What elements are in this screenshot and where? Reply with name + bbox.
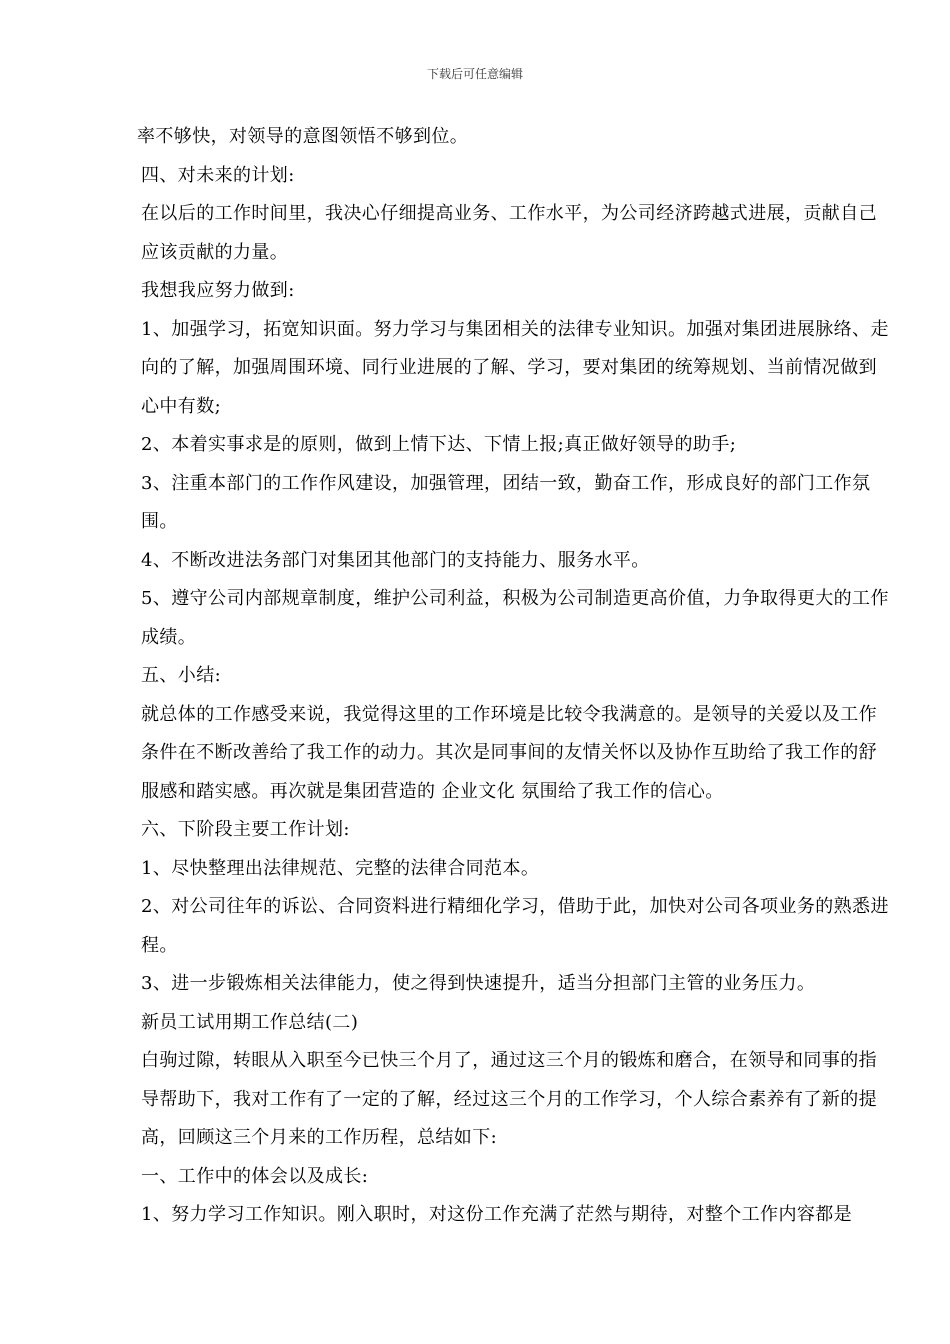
list-item: 1、尽快整理出法律规范、完整的法律合同范本。 (141, 857, 540, 879)
list-item: 1、加强学习，拓宽知识面。努力学习与集团相关的法律专业知识。加强对集团进展脉络、走向的了解，加强周围环境、同行业进展的了解、学习，要对集团的统筹规划、当前情况做到心中有数; (141, 318, 889, 417)
section-heading: 四、对未来的计划: (141, 164, 295, 186)
page-header: 下载后可任意编辑 (426, 67, 523, 81)
list-item: 4、不断改进法务部门对集团其他部门的支持能力、服务水平。 (141, 549, 650, 571)
list-item: 2、对公司往年的诉讼、合同资料进行精细化学习，借助于此，加快对公司各项业务的熟悉进程。 (141, 896, 889, 956)
list-item: 5、遵守公司内部规章制度，维护公司利益，积极为公司制造更高价值，力争取得更大的工作成绩。 (141, 588, 889, 648)
document-title: 新员工试用期工作总结(二) (141, 1011, 359, 1033)
paragraph: 就总体的工作感受来说，我觉得这里的工作环境是比较令我满意的。是领导的关爱以及工作条件在不断改善给了我工作的动力。其次是同事间的友情关怀以及协作互助给了我工作的舒服感和踏实感。再次就是集团营造的 企业文化 氛围给了我工作的信心。 (141, 703, 877, 802)
paragraph: 白驹过隙，转眼从入职至今已快三个月了，通过这三个月的锻炼和磨合，在领导和同事的指导帮助下，我对工作有了一定的了解，经过这三个月的工作学习，个人综合素养有了新的提高，回顾这三个月来的工作历程，总结如下: (141, 1050, 877, 1148)
section-heading: 一、工作中的体会以及成长: (141, 1165, 369, 1187)
paragraph: 在以后的工作时间里，我决心仔细提高业务、工作水平，为公司经济跨越式进展，贡献自己应该贡献的力量。 (141, 203, 877, 263)
list-item: 3、进一步锻炼相关法律能力，使之得到快速提升，适当分担部门主管的业务压力。 (141, 973, 816, 994)
list-item: 1、努力学习工作知识。刚入职时，对这份工作充满了茫然与期待，对整个工作内容都是 (141, 1204, 853, 1225)
paragraph: 我想我应努力做到: (141, 280, 295, 301)
section-heading: 六、下阶段主要工作计划: (141, 819, 350, 840)
paragraph: 率不够快，对领导的意图领悟不够到位。 (137, 126, 469, 147)
list-item: 2、本着实事求是的原则，做到上情下达、下情上报;真正做好领导的助手; (141, 434, 737, 455)
document-body (137, 118, 889, 1235)
list-item: 3、注重本部门的工作作风建设，加强管理，团结一致，勤奋工作，形成良好的部门工作氛围。 (141, 472, 871, 532)
section-heading: 五、小结: (141, 665, 222, 686)
